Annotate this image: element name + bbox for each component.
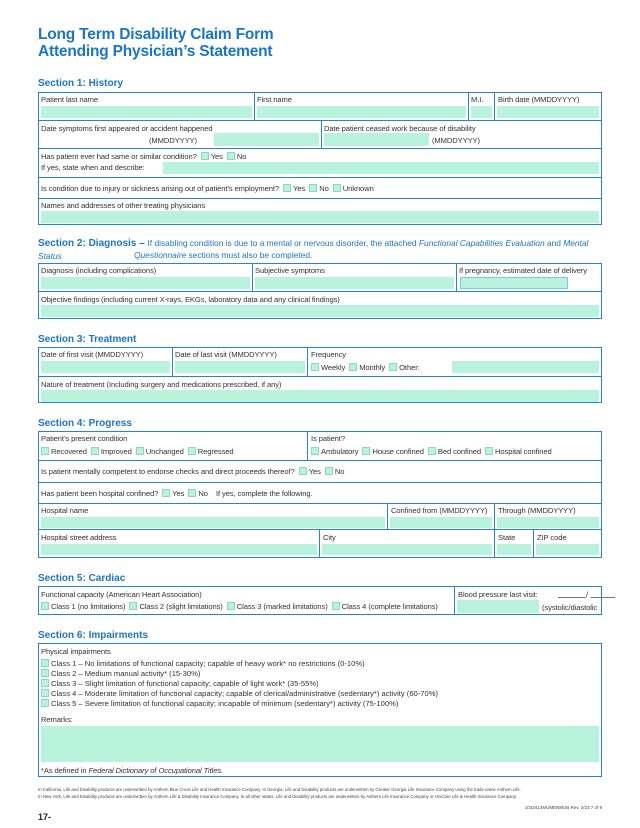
street-input[interactable] [41,544,317,555]
impairment-class2-checkbox[interactable] [41,669,49,677]
section5-box [38,586,602,615]
impairment-class3-checkbox[interactable] [41,679,49,687]
bp-slash: / [586,590,589,599]
cardiac-class4-checkbox[interactable] [332,602,340,610]
frequency-label: Frequency [311,350,346,359]
impairment-class3: Class 3 – Slight limitation of functional capacity; capable of light work* (35-55%) [41,679,438,689]
mi-input[interactable] [471,106,492,118]
section2-note-line2: Questionnaire sections must also be completed. [134,250,313,260]
s3-row-visits [39,348,601,377]
ambulatory-checkbox[interactable] [311,447,319,455]
employment-yes-checkbox[interactable] [283,184,291,192]
city-label: City [323,533,336,542]
patient-last-name-input[interactable] [41,106,252,118]
footer-line2: In New York, Life and Disability products are underwritten by Anthem Life & Disability Insurance Company. In all other states: Life and Disability products are underwritten by Anthem Life Insurance Company or UniCare Life & Health Insurance Company. [38,794,517,799]
impairment-class1: Class 1 – No limitations of functional capacity; capable of heavy work* no restrictions (0-10%) [41,659,438,669]
hospital-yes-checkbox[interactable] [162,489,170,497]
impairment-class4-checkbox[interactable] [41,689,49,697]
competent-yes-checkbox[interactable] [299,467,307,475]
if-yes-describe-input[interactable] [163,162,599,174]
first-visit-input[interactable] [41,361,170,373]
ceased-date-input[interactable] [324,133,429,146]
blood-pressure-label: Blood pressure last visit: [458,590,538,599]
section1-box [38,92,602,225]
functional-capacity-cell [39,587,455,614]
s1-row-physicians [39,199,601,225]
is-patient-label: Is patient? [311,434,345,443]
s4-row-address [39,530,601,558]
recovered-checkbox[interactable] [41,447,49,455]
competent-no-checkbox[interactable] [325,467,333,475]
objective-input[interactable] [41,305,599,317]
same-similar-question: Has patient ever had same or similar condition? Yes No [41,152,247,161]
street-label: Hospital street address [41,533,117,542]
section4-title: Section 4: Progress [38,418,132,429]
other-frequency-input[interactable] [452,361,599,373]
s4-row-hospital [39,503,601,530]
form-title: Long Term Disability Claim Form [38,26,274,43]
bed-confined-checkbox[interactable] [428,447,436,455]
monthly-checkbox[interactable] [349,363,357,371]
through-input[interactable] [497,517,599,528]
zip-input[interactable] [536,544,599,555]
city-input[interactable] [322,544,492,555]
cardiac-class2-checkbox[interactable] [129,602,137,610]
employment-question: Is condition due to injury or sickness arising out of patient’s employment? Yes No Unknown [41,184,374,193]
present-condition-options: Recovered Improved Unchanged Regressed [41,447,234,456]
section4-box [38,431,602,558]
impairment-class5-checkbox[interactable] [41,699,49,707]
cardiac-class1-checkbox[interactable] [41,602,49,610]
s4-row-competent [39,461,601,483]
section3-title: Section 3: Treatment [38,334,137,345]
last-visit-label: Date of last visit (MMDDYYYY) [175,350,277,359]
employment-no-checkbox[interactable] [309,184,317,192]
last-visit-input[interactable] [175,361,305,373]
section2-box [38,263,602,319]
nature-label: Nature of treatment (Including surgery and medications prescribed, if any) [41,380,282,389]
remarks-input[interactable] [41,726,599,762]
frequency-options: Weekly Monthly Other: [311,363,420,372]
diastolic-line[interactable] [591,597,615,598]
other-physicians-input[interactable] [41,211,599,223]
weekly-checkbox[interactable] [311,363,319,371]
state-input[interactable] [497,544,531,555]
cardiac-class3-checkbox[interactable] [227,602,235,610]
ceased-date-format: (MMDDYYYY) [432,136,480,145]
s1-row-dates [39,121,601,149]
s1-row-employment [39,178,601,199]
symptoms-date-label: Date symptoms first appeared or accident happened [41,124,213,133]
confined-from-input[interactable] [390,517,492,528]
s1-row-similar [39,149,601,178]
hospital-name-input[interactable] [41,517,385,528]
impairment-class4: Class 4 – Moderate limitation of functional capacity; capable of clerical/administrative (sedentary*) activity (60-70%) [41,689,438,699]
diagnosis-input[interactable] [41,277,250,289]
symptoms-date-input[interactable] [214,133,319,146]
section2-title: Section 2: Diagnosis – If disabling condition is due to a mental or nervous disorder, the attached Functional Capabilities Evaluation and Mental Status [38,238,589,261]
blood-pressure-cell [455,587,601,614]
nature-input[interactable] [41,390,599,402]
impairment-classes-list [41,659,438,709]
regressed-checkbox[interactable] [188,447,196,455]
s1-row-names [39,93,601,121]
form-subtitle: Attending Physician’s Statement [38,43,273,60]
s2-row-diagnosis [39,264,601,292]
through-label: Through (MMDDYYYY) [498,506,576,515]
cardiac-class-options: Class 1 (no limitations) Class 2 (slight limitations) Class 3 (marked limitations) Class 4 (complete limitations) [41,602,438,611]
s4-row-hospital-q [39,483,601,503]
other-frequency-checkbox[interactable] [389,363,397,371]
subjective-input[interactable] [255,277,454,289]
impairment-class1-checkbox[interactable] [41,659,49,667]
section1-title: Section 1: History [38,78,124,89]
first-name-label: First name [257,95,292,104]
is-patient-options: Ambulatory House confined Bed confined Hospital confined [311,447,552,456]
state-label: State [498,533,516,542]
diagnosis-label: Diagnosis (including complications) [41,266,157,275]
house-confined-checkbox[interactable] [362,447,370,455]
pregnancy-label: If pregnancy, estimated date of delivery [459,266,587,275]
section3-box [38,347,602,403]
footer-line1: In California, Life and Disability products are underwritten by Anthem Blue Cross Life and Health Insurance Company. In Georgia, Life and Disability products are underwritten by Greater Georgia Life Insurance Company using the trade name Anthem Life. [38,787,521,792]
improved-checkbox[interactable] [91,447,99,455]
hospital-confined-question: Has patient been hospital confined? Yes No If yes, complete the following. [41,489,313,498]
first-name-input[interactable] [257,106,466,118]
s4-row-condition [39,432,601,461]
page-number: 17- [38,812,52,822]
hospital-no-checkbox[interactable] [188,489,196,497]
confined-from-label: Confined from (MMDDYYYY) [391,506,488,515]
ceased-date-label: Date patient ceased work because of disability [324,124,476,133]
form-number: 1033414MUMENMUB Rev. 2/23 7 of 9 [524,805,602,810]
birth-date-label: Birth date (MMDDYYYY) [498,95,580,104]
systolic-diastolic-label: (systolic/diastolic [542,603,598,612]
s2-row-objective [39,292,601,319]
same-similar-yes-checkbox[interactable] [201,152,209,160]
hospital-confined-checkbox[interactable] [485,447,493,455]
competent-question: Is patient mentally competent to endorse checks and direct proceeds thereof? Yes No [41,467,345,476]
other-physicians-label: Names and addresses of other treating physicians [41,201,206,210]
section6-box [38,643,602,777]
zip-label: ZIP code [537,533,567,542]
objective-label: Objective findings (including current X-rays, EKGs, laboratory data and any clinical findings) [41,295,340,304]
section5-title: Section 5: Cardiac [38,573,126,584]
physical-impairments-label: Physical impairments [41,647,111,656]
patient-last-name-label: Patient last name [41,95,98,104]
present-condition-label: Patient’s present condition [41,434,128,443]
occupational-titles-note: *As defined in Federal Dictionary of Occupational Titles. [41,766,224,775]
systolic-line[interactable] [558,597,586,598]
subjective-label: Subjective symptoms [255,266,325,275]
employment-unknown-checkbox[interactable] [333,184,341,192]
functional-capacity-label: Functional capacity (American Heart Association) [41,590,202,599]
if-yes-describe-label: If yes, state when and describe: [41,163,145,172]
s3-row-nature [39,377,601,403]
hospital-name-label: Hospital name [41,506,89,515]
pregnancy-date-input[interactable] [460,277,568,289]
blood-pressure-input[interactable] [457,600,539,613]
mi-label: M.I. [471,95,484,104]
symptoms-date-format: (MMDDYYYY) [149,136,197,145]
remarks-label: Remarks: [41,715,73,724]
unchanged-checkbox[interactable] [136,447,144,455]
section6-title: Section 6: Impairments [38,630,149,641]
birth-date-input[interactable] [497,106,599,118]
impairment-class5: Class 5 – Severe limitation of functional capacity; incapable of minimum (sedentary*) activity (75-100%) [41,699,438,709]
first-visit-label: Date of first visit (MMDDYYYY) [41,350,144,359]
same-similar-no-checkbox[interactable] [227,152,235,160]
impairment-class2: Class 2 – Medium manual activity* (15-30%) [41,669,438,679]
